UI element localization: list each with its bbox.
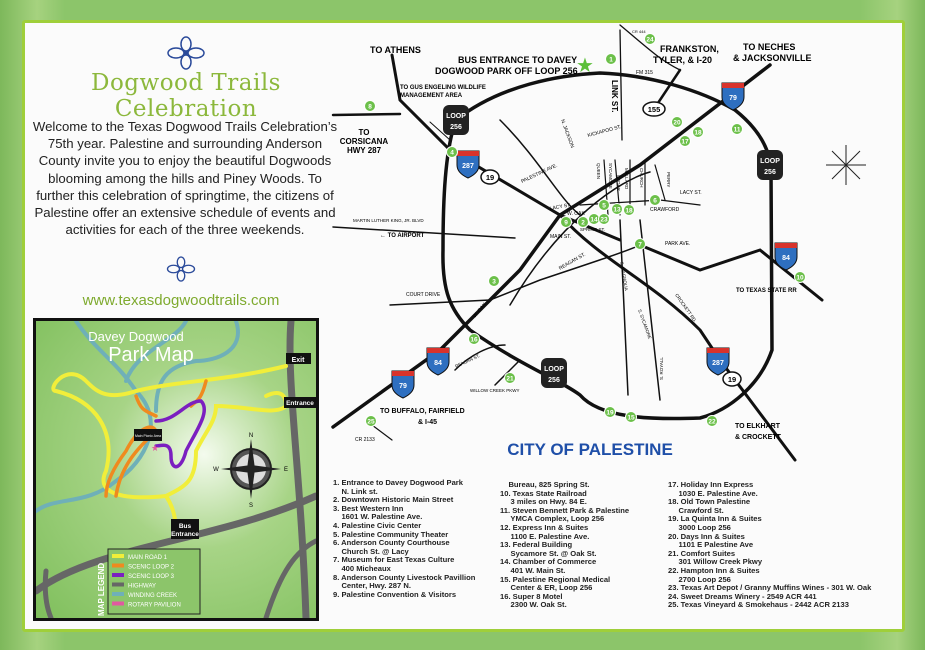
svg-text:18: 18 xyxy=(625,207,633,215)
svg-text:155: 155 xyxy=(647,105,661,114)
svg-text:TO ELKHART: TO ELKHART xyxy=(735,423,780,430)
svg-text:CROCKETT RD.: CROCKETT RD. xyxy=(674,292,698,324)
location-marker-7[interactable] xyxy=(635,239,646,250)
interstate-287-shield-icon xyxy=(457,151,479,178)
page-title: Dogwood Trails Celebration xyxy=(91,70,281,122)
legend-list-item: Center & ER, Loop 256 xyxy=(500,583,593,593)
svg-text:18: 18 xyxy=(694,129,702,137)
legend-list-item: 1100 E. Palestine Ave. xyxy=(500,531,590,541)
interstate-287-shield-icon xyxy=(707,348,729,375)
svg-text:SPRING ST.: SPRING ST. xyxy=(580,227,606,232)
location-marker-1[interactable] xyxy=(606,54,617,65)
loop-256-shield-icon xyxy=(757,150,783,180)
legend-list-item: 3. Best Western Inn xyxy=(333,503,404,513)
legend-list-col3 xyxy=(668,481,871,610)
rotary-pavilion-star-icon: ★ xyxy=(151,443,160,453)
legend-list-item: 15. Palestine Regional Medical xyxy=(500,574,611,584)
legend-list-item: 13. Federal Building xyxy=(500,540,573,550)
legend-list-item: 20. Days Inn & Suites xyxy=(668,531,745,541)
legend-list-item: 14. Chamber of Commerce xyxy=(500,557,597,567)
svg-text:16: 16 xyxy=(470,336,478,344)
label-bus-entrance: BUS ENTRANCE TO DAVEY xyxy=(458,55,578,65)
svg-text:WILLOW CREEK PKWY: WILLOW CREEK PKWY xyxy=(470,388,520,393)
legend-list-item: 3 miles on Hwy. 84 E. xyxy=(500,497,587,507)
legend-list-item: 2300 W. Oak St. xyxy=(500,600,567,610)
website-link[interactable]: www.texasdogwoodtrails.com xyxy=(82,292,280,309)
legend-list-col1 xyxy=(333,479,475,599)
svg-text:LACY ST.: LACY ST. xyxy=(680,190,702,196)
svg-text:LINK ST.: LINK ST. xyxy=(610,80,619,113)
location-marker-19[interactable] xyxy=(605,407,616,418)
svg-text:E: E xyxy=(283,467,289,473)
label-to-athens: TO ATHENS xyxy=(370,45,421,55)
svg-text:79: 79 xyxy=(729,95,737,102)
legend-list-item: Church St. @ Lacy xyxy=(333,546,409,556)
label-gus-engeling: TO GUS ENGELING WILDLIFE xyxy=(400,85,486,91)
svg-text:MAIN ST.: MAIN ST. xyxy=(550,234,572,240)
location-marker-6[interactable] xyxy=(650,195,661,206)
legend-list-item: Center, Hwy. 287 N. xyxy=(333,581,411,591)
location-marker-18[interactable] xyxy=(624,205,635,216)
legend-list-item: 7. Museum for East Texas Culture xyxy=(333,555,455,565)
svg-text:15: 15 xyxy=(627,414,635,422)
svg-text:CEDAR: CEDAR xyxy=(616,175,621,191)
svg-text:SYCAMORE: SYCAMORE xyxy=(608,163,613,189)
legend-list-item: 9. Palestine Convention & Visitors xyxy=(333,589,457,599)
location-marker-16[interactable] xyxy=(469,334,480,345)
svg-text:287: 287 xyxy=(712,360,724,367)
svg-text:S. SYCAMORE: S. SYCAMORE xyxy=(637,308,653,340)
location-marker-9[interactable] xyxy=(561,217,572,228)
svg-text:S: S xyxy=(248,503,254,509)
svg-text:← TO AIRPORT: ← TO AIRPORT xyxy=(380,233,425,239)
legend-list-item: 16. Super 8 Motel xyxy=(500,591,563,601)
location-marker-11[interactable] xyxy=(732,124,743,135)
svg-text:CHURCH: CHURCH xyxy=(639,168,644,188)
location-marker-10[interactable] xyxy=(795,272,806,283)
svg-text:MARTIN LUTHER KING, JR. BLVD: MARTIN LUTHER KING, JR. BLVD xyxy=(353,218,424,223)
legend-list-item: 301 Willow Creek Pkwy xyxy=(668,557,763,567)
location-marker-15[interactable] xyxy=(626,412,637,423)
svg-text:N: N xyxy=(248,433,254,439)
location-marker-13[interactable] xyxy=(612,204,623,215)
svg-text:11: 11 xyxy=(733,126,741,134)
legend-list-item: 23. Texas Art Depot / Granny Muffins Wines - 301 W. Oak xyxy=(668,583,872,593)
legend-list-item: YMCA Complex, Loop 256 xyxy=(500,514,605,524)
location-marker-21[interactable] xyxy=(505,373,516,384)
svg-text:22: 22 xyxy=(708,418,716,426)
label-neches: TO NECHES xyxy=(743,42,796,52)
park-map-title-line1: Davey Dogwood xyxy=(88,329,184,344)
city-map-title: CITY OF PALESTINE xyxy=(507,440,673,459)
bus-entrance-label: Bus xyxy=(178,523,192,530)
location-marker-14[interactable] xyxy=(589,214,600,225)
svg-text:MALLARD: MALLARD xyxy=(624,168,629,190)
svg-text:W: W xyxy=(213,467,219,473)
label-bus-entrance-2: DOGWOOD PARK OFF LOOP 256 xyxy=(435,66,578,76)
legend-list-item: 2700 Loop 256 xyxy=(668,574,731,584)
svg-text:24: 24 xyxy=(646,36,654,44)
legend-list-item: 8. Anderson County Livestock Pavillion xyxy=(333,572,476,582)
svg-text:19: 19 xyxy=(485,173,495,182)
svg-text:W. OAK: W. OAK xyxy=(471,301,488,320)
legend-list-item: 2. Downtown Historic Main Street xyxy=(333,495,454,505)
legend-label: HIGHWAY xyxy=(128,583,156,590)
legend-list-item: 5. Palestine Community Theater xyxy=(333,529,449,539)
main-picnic-label: Main Picnic Area xyxy=(134,434,162,438)
legend-label: ROTARY PAVILION xyxy=(128,602,181,609)
highway-19-shield-icon xyxy=(723,372,741,386)
svg-text:KICKAPOO ST.: KICKAPOO ST. xyxy=(586,124,623,139)
legend-list-item: Bureau, 825 Spring St. xyxy=(500,480,590,489)
legend-list-item: 401 W. Main St. xyxy=(500,565,566,575)
svg-text:9: 9 xyxy=(564,219,568,227)
legend-label: MAIN ROAD 1 xyxy=(128,555,168,561)
interstate-79-shield-icon xyxy=(392,371,414,398)
legend-list-item: 19. La Quinta Inn & Suites xyxy=(668,514,762,524)
highway-155-shield-icon xyxy=(643,102,665,116)
interstate-84-shield-icon xyxy=(427,348,449,375)
legend-list-item: 24. Sweet Dreams Winery - 2549 ACR 441 xyxy=(668,591,817,601)
legend-label: SCENIC LOOP 3 xyxy=(128,574,174,580)
svg-text:2: 2 xyxy=(581,219,585,227)
svg-text:FM 315: FM 315 xyxy=(636,70,653,76)
map-legend-title: MAP LEGEND xyxy=(97,562,106,616)
legend-list-item: 4. Palestine Civic Center xyxy=(333,520,422,530)
svg-text:79: 79 xyxy=(399,383,407,390)
park-exit-label: Exit xyxy=(291,357,305,364)
location-marker-3[interactable] xyxy=(489,276,500,287)
svg-text:PARK AVE.: PARK AVE. xyxy=(665,241,691,247)
legend-list-item: 1. Entrance to Davey Dogwood Park xyxy=(333,478,463,487)
svg-text:N. JACKSON: N. JACKSON xyxy=(559,118,576,149)
park-entrance-label: Entrance xyxy=(286,400,314,407)
legend-list-item: 10. Texas State Railroad xyxy=(500,488,587,498)
svg-text:17: 17 xyxy=(681,138,689,146)
location-marker-8[interactable] xyxy=(365,101,376,112)
location-marker-5[interactable] xyxy=(599,200,610,211)
svg-text:& I-45: & I-45 xyxy=(418,419,438,426)
legend-list-item: 1101 E Palestine Ave xyxy=(668,540,754,550)
svg-text:21: 21 xyxy=(506,375,514,383)
svg-text:25: 25 xyxy=(367,418,375,426)
legend-list-item: 400 Micheaux xyxy=(333,563,391,573)
svg-text:QUEEN: QUEEN xyxy=(596,163,601,180)
legend-list-item: Crawford St. xyxy=(668,505,724,515)
location-marker-17[interactable] xyxy=(680,136,691,147)
svg-text:TO TEXAS STATE RR: TO TEXAS STATE RR xyxy=(736,288,797,294)
svg-text:287: 287 xyxy=(462,163,474,170)
label-frankston: FRANKSTON, xyxy=(660,44,719,54)
svg-text:PERRY: PERRY xyxy=(666,172,671,188)
svg-text:4: 4 xyxy=(450,149,454,157)
svg-text:6: 6 xyxy=(653,197,657,205)
label-gus-engeling-2: MANAGEMENT AREA xyxy=(400,93,463,99)
park-map-title-line2: Park Map xyxy=(108,344,194,366)
svg-text:COURT DRIVE: COURT DRIVE xyxy=(406,292,441,298)
highway-19-shield-icon xyxy=(481,170,499,184)
legend-list-item: 6. Anderson County Courthouse xyxy=(333,538,450,548)
loop-256-shield-icon xyxy=(541,358,567,388)
legend-list-col2 xyxy=(500,481,629,610)
svg-text:3: 3 xyxy=(492,278,496,286)
svg-text:256: 256 xyxy=(548,377,560,384)
svg-text:W. OAK: W. OAK xyxy=(567,211,585,217)
legend-list-item: 12. Express Inn & Suites xyxy=(500,522,589,532)
svg-text:84: 84 xyxy=(782,255,790,262)
intro-text: Welcome to the Texas Dogwood Trails Celebration’s 75th year. Palestine and surrounding Anderson County invite you to enjoy the beautiful Dogwoods blooming among the hills and Piney Woods. To further this celebration of springtime, the citizens of Palestine offer an extensive schedule of events and activities for each of the three weekends. xyxy=(32,119,338,238)
compass-star-icon xyxy=(826,145,866,185)
bus-entrance-star-icon: ★ xyxy=(576,55,594,77)
location-marker-25[interactable] xyxy=(366,416,377,427)
svg-text:13: 13 xyxy=(613,206,621,214)
label-neches-2: & JACKSONVILLE xyxy=(733,53,812,63)
svg-text:REAGAN ST.: REAGAN ST. xyxy=(558,251,587,272)
location-marker-24[interactable] xyxy=(645,34,656,45)
svg-text:TO BUFFALO, FAIRFIELD: TO BUFFALO, FAIRFIELD xyxy=(380,408,465,415)
svg-text:7: 7 xyxy=(638,241,642,249)
svg-text:256: 256 xyxy=(450,124,462,131)
svg-text:20: 20 xyxy=(673,119,681,127)
svg-text:19: 19 xyxy=(606,409,614,417)
location-marker-20[interactable] xyxy=(672,117,683,128)
svg-text:CRAWFORD: CRAWFORD xyxy=(650,207,680,213)
location-marker-2[interactable] xyxy=(578,217,589,228)
svg-text:1: 1 xyxy=(609,56,613,64)
legend-list-item: 18. Old Town Palestine xyxy=(668,497,751,507)
legend-list-item: 11. Steven Bennett Park & Palestine xyxy=(500,505,630,515)
svg-text:10: 10 xyxy=(796,274,804,282)
legend-list-item: 17. Holiday Inn Express xyxy=(668,480,754,489)
legend-list-item: Sycamore St. @ Oak St. xyxy=(500,548,597,558)
legend-list-item: 3000 Loop 256 xyxy=(668,522,731,532)
svg-text:256: 256 xyxy=(764,169,776,176)
svg-text:S. MAGNOLIA: S. MAGNOLIA xyxy=(619,261,630,291)
loop-256-shield-icon xyxy=(443,105,469,135)
svg-text:LOOP: LOOP xyxy=(446,113,466,120)
location-marker-23[interactable] xyxy=(599,214,610,225)
svg-text:CR 444: CR 444 xyxy=(632,29,646,34)
svg-text:23: 23 xyxy=(600,216,608,224)
legend-list-item: 22. Hampton Inn & Suites xyxy=(668,565,760,575)
svg-text:REAGAN ST.: REAGAN ST. xyxy=(454,353,481,369)
location-marker-18[interactable] xyxy=(693,127,704,138)
label-frankston-2: TYLER, & I-20 xyxy=(653,55,713,65)
legend-label: WINDING CREEK xyxy=(128,593,178,599)
legend-list-item: 21. Comfort Suites xyxy=(668,548,736,558)
legend-list-item: 1030 E. Palestine Ave. xyxy=(668,488,758,498)
svg-text:S. ROYALL: S. ROYALL xyxy=(659,357,664,380)
svg-text:8: 8 xyxy=(368,103,372,111)
svg-text:HWY 287: HWY 287 xyxy=(346,146,382,155)
svg-text:TO: TO xyxy=(358,128,370,137)
bus-entrance-label-2: Entrance xyxy=(171,531,199,538)
legend-list-item: 25. Texas Vineyard & Smokehaus - 2442 ACR 2133 xyxy=(668,600,849,610)
svg-text:5: 5 xyxy=(602,202,606,210)
svg-text:19: 19 xyxy=(727,375,737,384)
svg-text:& CROCKETT: & CROCKETT xyxy=(735,434,781,441)
svg-text:LACY ST.: LACY ST. xyxy=(549,202,572,212)
svg-text:PALESTINE AVE.: PALESTINE AVE. xyxy=(520,162,559,185)
legend-label: SCENIC LOOP 2 xyxy=(128,564,174,571)
legend-list-item: N. Link st. xyxy=(333,486,378,496)
svg-text:84: 84 xyxy=(434,360,442,367)
svg-text:LOOP: LOOP xyxy=(760,158,780,165)
svg-text:CORSICANA: CORSICANA xyxy=(339,137,389,146)
svg-text:CR 2133: CR 2133 xyxy=(355,437,375,443)
svg-text:14: 14 xyxy=(590,216,598,224)
location-marker-22[interactable] xyxy=(707,416,718,427)
legend-list-item: 1601 W. Palestine Ave. xyxy=(333,512,423,522)
svg-text:LOOP: LOOP xyxy=(544,366,564,373)
location-marker-4[interactable] xyxy=(447,147,458,158)
